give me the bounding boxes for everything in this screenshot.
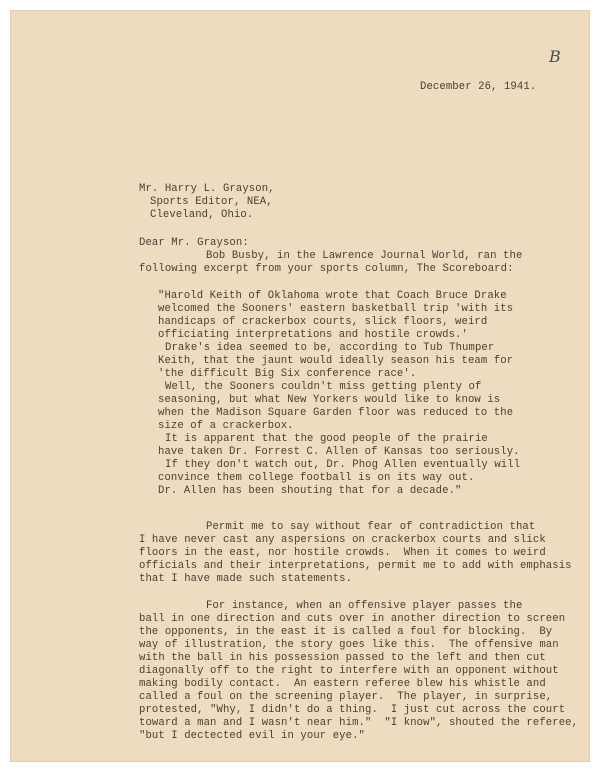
- body-line: ball in one direction and cuts over in another direction to screen: [139, 613, 566, 625]
- quote-line: when the Madison Square Garden floor was reduced to the: [158, 407, 514, 419]
- quote-line: "Harold Keith of Oklahoma wrote that Coach Bruce Drake: [158, 290, 507, 302]
- body-line: called a foul on the screening player. The player, in surprise,: [139, 691, 553, 703]
- quote-line: Keith, that the jaunt would ideally season his team for: [158, 355, 514, 367]
- body-line: "but I dectected evil in your eye.": [139, 730, 366, 742]
- body-line: diagonally off to the right to interfere with an opponent without: [139, 665, 559, 677]
- body-line: way of illustration, the story goes like this. The offensive man: [139, 639, 559, 651]
- quote-line: handicaps of crackerbox courts, slick floors, weird: [158, 316, 488, 328]
- body-line: For instance, when an offensive player passes the: [206, 600, 523, 612]
- body-line: that I have made such statements.: [139, 573, 353, 585]
- quote-line: size of a crackerbox.: [158, 420, 294, 432]
- body-line: the opponents, in the east it is called a foul for blocking. By: [139, 626, 553, 638]
- quote-line: have taken Dr. Forrest C. Allen of Kansas too seriously.: [158, 446, 520, 458]
- addressee-line: Sports Editor, NEA,: [150, 196, 273, 208]
- quote-line: 'the difficult Big Six conference race'.: [158, 368, 417, 380]
- body-line: with the ball in his possession passed to the left and then cut: [139, 652, 546, 664]
- body-line: protested, "Why, I didn't do a thing. I just cut across the court: [139, 704, 566, 716]
- quote-line: welcomed the Sooners' eastern basketball trip 'with its: [158, 303, 514, 315]
- quote-line: seasoning, but what New Yorkers would like to know is: [158, 394, 501, 406]
- body-line: Permit me to say without fear of contradiction that: [206, 521, 536, 533]
- addressee-line: Mr. Harry L. Grayson,: [139, 183, 275, 195]
- addressee-line: Cleveland, Ohio.: [150, 209, 254, 221]
- intro-line: following excerpt from your sports column, The Scoreboard:: [139, 263, 514, 275]
- intro-line: Bob Busby, in the Lawrence Journal World, ran the: [206, 250, 523, 262]
- page-number-handwritten: B: [549, 47, 561, 66]
- body-line: I have never cast any aspersions on crackerbox courts and slick: [139, 534, 546, 546]
- quote-line: convince them college football is on its way out.: [158, 472, 475, 484]
- body-line: officials and their interpretations, permit me to add with emphasis: [139, 560, 572, 572]
- quote-line: If they don't watch out, Dr. Phog Allen eventually will: [165, 459, 521, 471]
- letter-page: [10, 10, 590, 762]
- quote-line: officiating interpretations and hostile crowds.': [158, 329, 468, 341]
- quote-line: Drake's idea seemed to be, according to Tub Thumper: [165, 342, 495, 354]
- quote-line: Dr. Allen has been shouting that for a decade.": [158, 485, 462, 497]
- letter-date: December 26, 1941.: [420, 81, 537, 93]
- quote-line: Well, the Sooners couldn't miss getting plenty of: [165, 381, 482, 393]
- body-line: floors in the east, nor hostile crowds. When it comes to weird: [139, 547, 546, 559]
- body-line: making bodily contact. An eastern referee blew his whistle and: [139, 678, 546, 690]
- body-line: toward a man and I wasn't near him." "I know", shouted the referee,: [139, 717, 579, 729]
- salutation: Dear Mr. Grayson:: [139, 237, 249, 249]
- quote-line: It is apparent that the good people of the prairie: [165, 433, 488, 445]
